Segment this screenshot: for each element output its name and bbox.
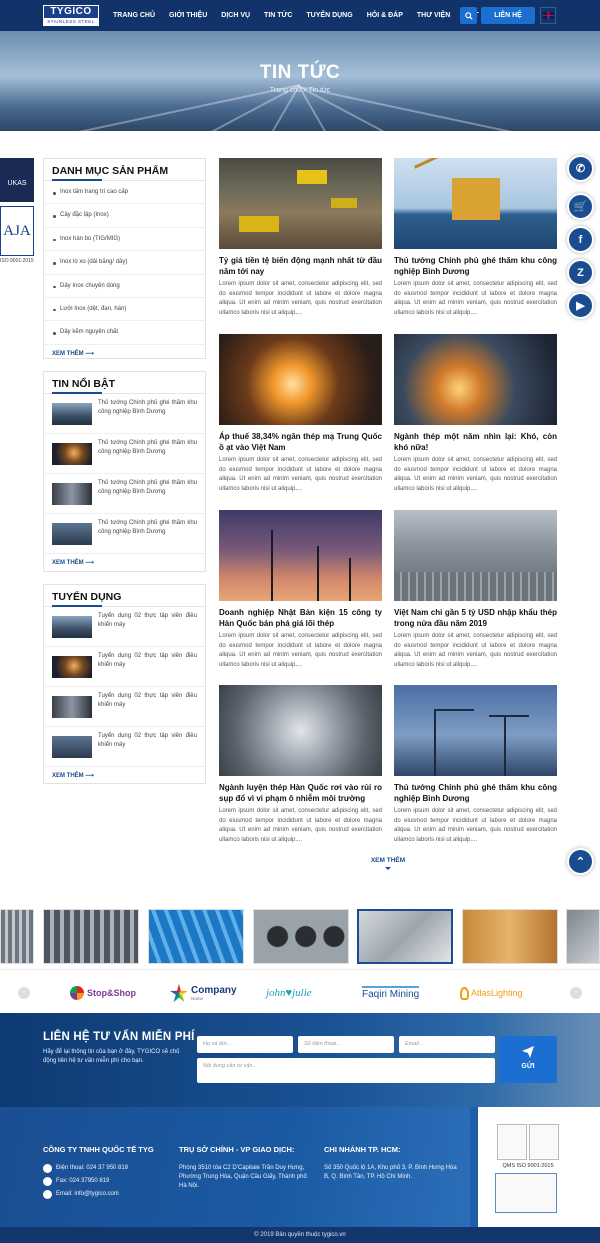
category-more-link[interactable]: XEM THÊM ⟶ xyxy=(52,350,94,357)
article-title[interactable]: Tỷ giá tiền tệ biến động mạnh nhất từ đầu năm tới nay xyxy=(219,256,382,276)
article-card[interactable] xyxy=(219,685,382,845)
stopshop-flower-icon xyxy=(70,986,84,1000)
article-title[interactable]: Ngành thép một năm nhìn lại: Khó, còn khó nữa! xyxy=(394,432,557,452)
footer-fax-text: Fax: 024 37950 819 xyxy=(56,1178,110,1184)
chevron-down-icon xyxy=(385,867,391,870)
category-item[interactable]: Dây Inox chuyên dùng xyxy=(44,275,205,298)
fax-icon xyxy=(43,1177,52,1186)
article-excerpt: Lorem ipsum dolor sit amet, consectetur adipiscing elit, sed do eiusmod tempor incididunt ut labore et dolore magna aliqua. Ut enim ad minim veniam, quis nostrud exercitation ullamco laboris nisi ut aliquip.... xyxy=(219,633,382,668)
footer-email-text: Email: info@tygico.com xyxy=(56,1191,119,1197)
company-star-icon xyxy=(170,984,188,1002)
qms-label: QMS ISO 9001:2015 xyxy=(502,1163,554,1169)
article-image[interactable] xyxy=(219,685,382,776)
article-image[interactable] xyxy=(219,158,382,249)
language-switch[interactable] xyxy=(540,7,556,24)
category-item[interactable]: Cây đặc lập (Inox) xyxy=(44,204,205,227)
name-input[interactable]: Họ và tên... xyxy=(197,1036,293,1053)
articles-more-link[interactable] xyxy=(350,857,426,870)
product-thumb[interactable] xyxy=(148,909,244,964)
chevron-right-icon: › xyxy=(574,989,578,996)
product-thumb[interactable] xyxy=(462,909,558,964)
nav-about[interactable]: GIỚI THIỆU xyxy=(169,12,208,19)
category-item[interactable]: Lưới Inox (dệt, đan, hàn) xyxy=(44,298,205,321)
article-excerpt: Lorem ipsum dolor sit amet, consectetur adipiscing elit, sed do eiusmod tempor incididunt ut labore et dolore magna aliqua. Ut enim ad minim veniam, quis nostrud exercitation ullamco laboris nisi ut aliquip.... xyxy=(219,808,382,843)
job-item-title: Tuyển dụng 02 thực tập viên điều khiển máy xyxy=(98,653,197,668)
partner-name: john♥julie xyxy=(266,987,312,999)
featured-thumb xyxy=(52,403,92,425)
article-card[interactable] xyxy=(394,334,557,494)
nav-home[interactable]: TRANG CHỦ xyxy=(113,12,155,19)
featured-thumb xyxy=(52,523,92,545)
main-nav xyxy=(106,0,508,31)
articles-more-label: XEM THÊM xyxy=(370,857,406,864)
category-title: DANH MỤC SẢN PHẨM xyxy=(44,159,205,181)
message-input[interactable]: Nội dung cần tư vấn... xyxy=(197,1058,495,1083)
article-title[interactable]: Ngành luyện thép Hàn Quốc rơi vào rủi ro sụp đổ vì vi phạm ô nhiễm môi trường xyxy=(219,783,382,803)
copyright: © 2019 Bản quyền thuộc tygico.vn xyxy=(0,1227,600,1243)
send-icon xyxy=(521,1045,535,1059)
article-image[interactable] xyxy=(394,158,557,249)
category-item[interactable]: Inox lò xo (dải băng/ dây) xyxy=(44,251,205,274)
category-item[interactable]: Inox tấm trang trí cao cấp xyxy=(44,181,205,204)
certificate-image[interactable] xyxy=(529,1124,559,1160)
job-item[interactable] xyxy=(44,607,205,647)
footer-hq-title: TRỤ SỞ CHÍNH - VP GIAO DỊCH: xyxy=(179,1145,295,1154)
article-card[interactable] xyxy=(219,158,382,318)
footer-hq xyxy=(179,1145,309,1191)
zalo-button[interactable] xyxy=(567,259,594,286)
featured-item-title: Thủ tướng Chính phủ ghé thăm khu công nghiệp Bình Dương xyxy=(98,520,197,535)
article-image[interactable] xyxy=(394,334,557,425)
email-icon xyxy=(43,1190,52,1199)
page-banner xyxy=(0,31,600,131)
partner-logo[interactable] xyxy=(170,982,242,1004)
job-thumb xyxy=(52,736,92,758)
header xyxy=(0,0,600,31)
ukas-logo: UKAS xyxy=(0,158,34,202)
footer-company-title: CÔNG TY TNHH QUỐC TẾ TYG xyxy=(43,1145,154,1154)
job-item-title: Tuyển dụng 02 thực tập viên điều khiển máy xyxy=(98,613,197,628)
nav-library[interactable]: THƯ VIỆN xyxy=(416,12,451,19)
product-thumb[interactable] xyxy=(253,909,349,964)
contact-form-title: LIÊN HỆ TƯ VẤN MIỄN PHÍ xyxy=(43,1031,195,1043)
article-excerpt: Lorem ipsum dolor sit amet, consectetur adipiscing elit, sed do eiusmod tempor incididunt ut labore et dolore magna aliqua. Ut enim ad minim veniam, quis nostrud exercitation ullamco laboris nisi ut aliquip.... xyxy=(394,457,557,492)
job-thumb xyxy=(52,656,92,678)
featured-more-link[interactable]: XEM THÊM ⟶ xyxy=(52,560,94,566)
footer-hq-address: Phòng 3510 tòa C2 D'Capitale Trần Duy Hưng, Phường Trung Hòa, Quận Cầu Giấy, Thành phố Hà Nội. xyxy=(179,1165,307,1189)
job-item[interactable] xyxy=(44,727,205,767)
featured-item-title: Thủ tướng Chính phủ ghé thăm khu công nghiệp Bình Dương xyxy=(98,400,197,415)
article-excerpt: Lorem ipsum dolor sit amet, consectetur adipiscing elit, sed do eiusmod tempor incididunt ut labore et dolore magna aliqua. Ut enim ad minim veniam, quis nostrud exercitation ullamco laboris nisi ut aliquip.... xyxy=(394,808,557,843)
article-card[interactable] xyxy=(219,510,382,670)
nav-services[interactable]: DỊCH VỤ xyxy=(221,12,251,19)
featured-item-title: Thủ tướng Chính phủ ghé thăm khu công nghiệp Bình Dương xyxy=(98,440,197,455)
partner-name: Stop&Shop xyxy=(87,988,136,998)
job-item-title: Tuyển dụng 02 thực tập viên điều khiển máy xyxy=(98,733,197,748)
category-item[interactable]: Dây kẽm nguyên chất xyxy=(44,321,205,344)
breadcrumb[interactable]: Trang chủ » Tin tức xyxy=(269,87,331,94)
article-title[interactable]: Thủ tướng Chính phủ ghé thăm khu công nghiệp Bình Dương xyxy=(394,256,557,276)
partners-prev-button[interactable] xyxy=(18,987,30,999)
partners-strip xyxy=(0,969,600,1013)
jobs-box xyxy=(43,584,206,784)
partner-logo[interactable] xyxy=(362,982,438,1004)
site-logo[interactable] xyxy=(43,5,99,26)
phone-icon xyxy=(43,1164,52,1173)
partner-logo[interactable] xyxy=(70,982,142,1004)
iso-label: ISO 9001:2015 xyxy=(0,258,34,264)
featured-thumb xyxy=(52,443,92,465)
search-button[interactable] xyxy=(460,7,477,24)
article-excerpt: Lorem ipsum dolor sit amet, consectetur adipiscing elit, sed do eiusmod tempor incididunt ut labore et dolore magna aliqua. Ut enim ad minim veniam, quis nostrud exercitation ullamco laboris nisi ut aliquip.... xyxy=(394,281,557,316)
footer-branch-address: Số 350 Quốc lộ 1A, Khu phố 3, P. Bình Hưng Hòa B, Q. Bình Tân, TP. Hồ Chí Minh. xyxy=(324,1165,457,1180)
partner-logo[interactable] xyxy=(266,982,338,1004)
facebook-icon: f xyxy=(578,233,583,246)
featured-title: TIN NỔI BẬT xyxy=(44,372,205,394)
youtube-icon: ▶ xyxy=(576,300,585,312)
article-title[interactable]: Việt Nam chi gần 5 tỷ USD nhập khẩu thép trong nửa đầu năm 2019 xyxy=(394,608,557,628)
aja-logo: AJA xyxy=(0,206,34,256)
footer-company xyxy=(43,1145,168,1203)
category-box xyxy=(43,158,206,359)
partner-name: Faqiri Mining xyxy=(362,986,419,1000)
footer-phone[interactable] xyxy=(43,1164,168,1173)
article-card[interactable] xyxy=(394,685,557,845)
article-excerpt: Lorem ipsum dolor sit amet, consectetur adipiscing elit, sed do eiusmod tempor incididunt ut labore et dolore magna aliqua. Ut enim ad minim veniam, quis nostrud exercitation ullamco laboris nisi ut aliquip.... xyxy=(219,457,382,492)
product-thumb[interactable] xyxy=(0,909,34,964)
partner-logo[interactable] xyxy=(460,982,536,1004)
job-item[interactable] xyxy=(44,647,205,687)
partner-subtitle: Name xyxy=(191,996,204,1001)
category-list xyxy=(44,181,205,345)
jobs-more-link[interactable]: XEM THÊM ⟶ xyxy=(52,773,94,779)
nav-faq[interactable]: HỎI & ĐÁP xyxy=(366,12,403,19)
certificate-image[interactable] xyxy=(497,1124,527,1160)
featured-item[interactable] xyxy=(44,474,205,514)
facebook-button[interactable] xyxy=(567,226,594,253)
article-title[interactable]: Doanh nghiệp Nhật Bản kiện 15 công ty Hàn Quốc bán phá giá lõi thép xyxy=(219,608,382,628)
footer-phone-text: Điện thoại: 024 37 950 818 xyxy=(56,1165,129,1171)
partners-next-button[interactable] xyxy=(570,987,582,999)
chevron-up-icon: ⌃ xyxy=(575,856,586,868)
logo-main: TYGICO xyxy=(44,6,98,18)
featured-item[interactable] xyxy=(44,514,205,554)
phone-button[interactable] xyxy=(567,155,594,182)
featured-box xyxy=(43,371,206,572)
article-card[interactable] xyxy=(394,510,557,670)
send-button[interactable] xyxy=(499,1036,557,1083)
zalo-icon: Z xyxy=(577,266,584,279)
phone-input[interactable]: Số điện thoại... xyxy=(298,1036,394,1053)
cart-button[interactable] xyxy=(567,193,594,220)
article-image[interactable] xyxy=(219,334,382,425)
nav-news[interactable]: TIN TỨC xyxy=(264,12,293,19)
partner-name: AtlasLighting xyxy=(471,988,523,998)
category-item[interactable]: Inox hàn bù (TIG/MIG) xyxy=(44,228,205,251)
article-image[interactable] xyxy=(394,510,557,601)
product-thumb[interactable] xyxy=(566,909,600,964)
article-title[interactable]: Áp thuế 38,34% ngăn thép mạ Trung Quốc ồ ạt vào Việt Nam xyxy=(219,432,382,452)
job-item-title: Tuyển dụng 02 thực tập viên điều khiển máy xyxy=(98,693,197,708)
logo-sub: STAINLESS STEEL xyxy=(47,19,95,24)
youtube-button[interactable] xyxy=(567,292,594,319)
article-title[interactable]: Thủ tướng Chính phủ ghé thăm khu công nghiệp Bình Dương xyxy=(394,783,557,803)
product-thumb[interactable] xyxy=(43,909,139,964)
featured-item[interactable] xyxy=(44,394,205,434)
article-card[interactable] xyxy=(219,334,382,494)
phone-icon: ✆ xyxy=(575,163,586,175)
job-thumb xyxy=(52,616,92,638)
contact-form-description: Hãy để lại thông tin của bạn ở đây, TYGICO sẽ chủ động liên hệ tư vấn miễn phí cho bạn. xyxy=(43,1049,180,1064)
bulb-icon xyxy=(460,987,469,1000)
back-to-top-button[interactable] xyxy=(567,848,594,875)
jobs-title: TUYỂN DỤNG xyxy=(44,585,205,607)
send-label: GỬI xyxy=(521,1063,535,1070)
email-input[interactable]: Email... xyxy=(399,1036,495,1053)
article-excerpt: Lorem ipsum dolor sit amet, consectetur adipiscing elit, sed do eiusmod tempor incididunt ut labore et dolore magna aliqua. Ut enim ad minim veniam, quis nostrud exercitation ullamco laboris nisi ut aliquip.... xyxy=(219,281,382,316)
footer-branch-title: CHI NHÁNH TP. HCM: xyxy=(324,1145,401,1154)
job-thumb xyxy=(52,696,92,718)
cart-icon: 🛒 xyxy=(573,201,588,213)
contact-button[interactable]: LIÊN HỆ xyxy=(481,7,535,24)
search-icon xyxy=(465,12,473,20)
footer-fax xyxy=(43,1177,168,1186)
footer-branch xyxy=(324,1145,459,1182)
partner-name: Company xyxy=(191,985,237,996)
nav-jobs[interactable]: TUYỂN DỤNG xyxy=(306,12,353,19)
article-image[interactable] xyxy=(219,510,382,601)
featured-thumb xyxy=(52,483,92,505)
chevron-left-icon: ‹ xyxy=(22,989,26,996)
footer-email[interactable] xyxy=(43,1190,168,1199)
page-title: TIN TỨC xyxy=(259,62,341,83)
featured-item[interactable] xyxy=(44,434,205,474)
uk-flag-icon xyxy=(543,12,554,19)
article-excerpt: Lorem ipsum dolor sit amet, consectetur adipiscing elit, sed do eiusmod tempor incididunt ut labore et dolore magna aliqua. Ut enim ad minim veniam, quis nostrud exercitation ullamco laboris nisi ut aliquip.... xyxy=(394,633,557,668)
certification-strip xyxy=(0,158,34,270)
article-image[interactable] xyxy=(394,685,557,776)
job-item[interactable] xyxy=(44,687,205,727)
product-thumb-selected[interactable] xyxy=(357,909,453,964)
certificate-image[interactable] xyxy=(495,1173,557,1213)
featured-item-title: Thủ tướng Chính phủ ghé thăm khu công nghiệp Bình Dương xyxy=(98,480,197,495)
article-card[interactable] xyxy=(394,158,557,318)
